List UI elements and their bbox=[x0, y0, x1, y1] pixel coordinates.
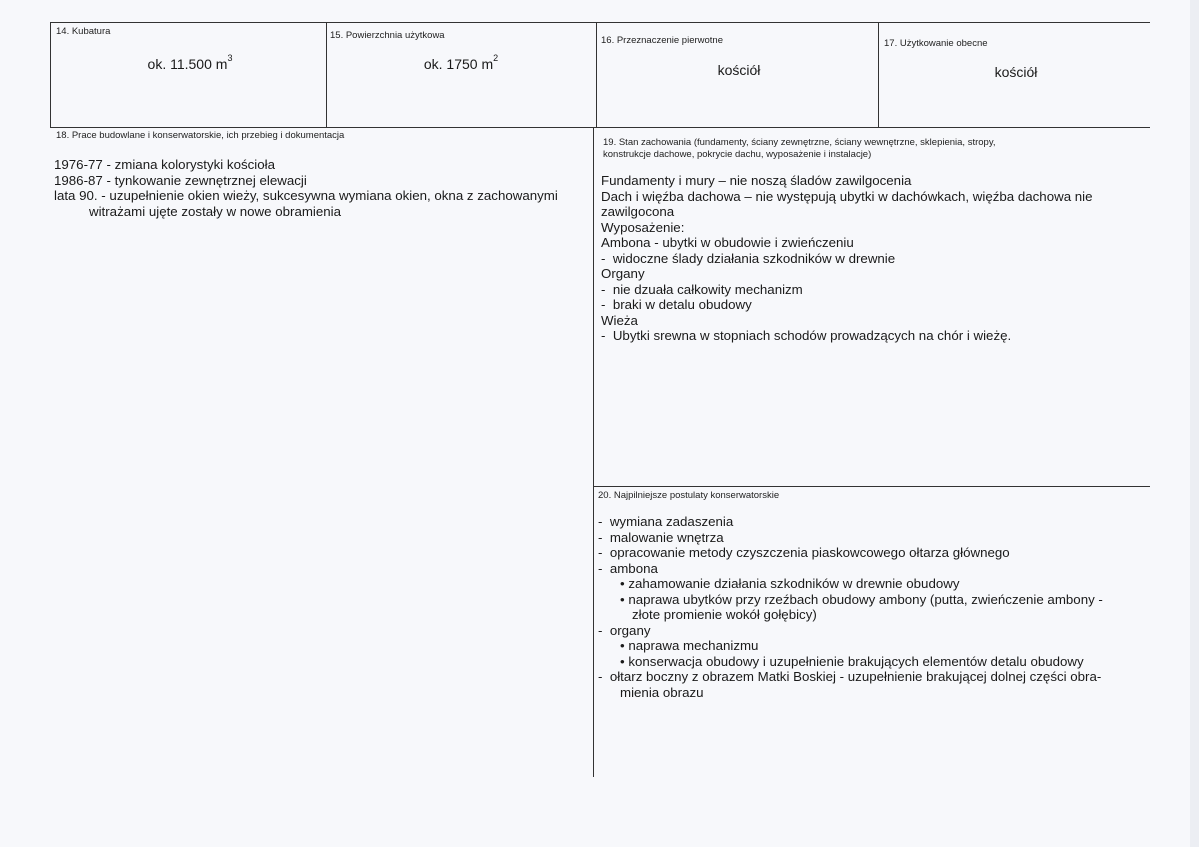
f20-label: 20. Najpilniejsze postulaty konserwatorskie bbox=[598, 490, 780, 501]
f19-text bbox=[601, 173, 1093, 344]
f19-dash-text: - nie dzuała całkowity mechanizm bbox=[601, 282, 803, 297]
f18-line: 1976-77 - zmiana kolorystyki kościoła bbox=[54, 157, 275, 172]
f19-line: Wieża bbox=[601, 312, 638, 328]
f19-dash-text: - widoczne ślady działania szkodników w drewnie bbox=[601, 251, 895, 266]
f20-dash-text: - malowanie wnętrza bbox=[598, 530, 724, 545]
f14-value bbox=[60, 53, 320, 72]
f19-line: Wyposażenie: bbox=[601, 219, 685, 235]
f19-line: Fundamenty i mury – nie noszą śladów zawilgocenia bbox=[601, 173, 912, 188]
divider-18-19 bbox=[593, 127, 594, 777]
scan-edge bbox=[1190, 0, 1199, 847]
f18-label: 18. Prace budowlane i konserwatorskie, ich przebieg i dokumentacja bbox=[56, 130, 345, 141]
f20-dash-text: - ambona bbox=[598, 561, 658, 576]
f19-line: Ambona - ubytki w obudowie i zwieńczeniu bbox=[601, 235, 854, 250]
f20-dash-line bbox=[598, 561, 1103, 577]
left-border bbox=[50, 22, 51, 127]
row1-bottom-rule bbox=[50, 127, 1150, 128]
f20-bullet-continuation: złote promienie wokół gołębicy) bbox=[632, 607, 817, 622]
f14-value-sup: 3 bbox=[227, 53, 233, 63]
f20-text bbox=[598, 514, 1103, 700]
divider-16-17 bbox=[878, 22, 879, 127]
f20-dash-line bbox=[598, 545, 1103, 561]
f19-f20-divider bbox=[594, 486, 1150, 487]
f19-line: zawilgocona bbox=[601, 204, 675, 219]
f14-label: 14. Kubatura bbox=[56, 26, 111, 37]
f18-text bbox=[54, 157, 558, 219]
f15-label: 15. Powierzchnia użytkowa bbox=[330, 30, 445, 41]
divider-15-16 bbox=[596, 22, 597, 127]
f16-value: kościół bbox=[717, 62, 761, 78]
f20-dash-text: - organy bbox=[598, 623, 651, 638]
f19-dash-line bbox=[601, 251, 1093, 267]
f14-value-text: ok. 11.500 m bbox=[147, 56, 228, 72]
f20-dash-text: - ołtarz boczny z obrazem Matki Boskiej - uzupełnienie brakującej dolnej części obra- bbox=[598, 669, 1101, 684]
f19-dash-text: - Ubytki srewna w stopniach schodów prowadzących na chór i wieżę. bbox=[601, 328, 1011, 343]
f20-dash-line bbox=[598, 669, 1103, 685]
f19-line: Organy bbox=[601, 266, 645, 281]
f19-label-line2: konstrukcje dachowe, pokrycie dachu, wyposażenie i instalacje) bbox=[603, 149, 872, 160]
f20-bullet-line: • naprawa mechanizmu bbox=[598, 638, 1103, 654]
f20-bullet-line: • naprawa ubytków przy rzeźbach obudowy ambony (putta, zwieńczenie ambony - bbox=[598, 592, 1103, 608]
f19-dash-text: - braki w detalu obudowy bbox=[601, 297, 752, 312]
f19-label-line1: 19. Stan zachowania (fundamenty, ściany zewnętrzne, ściany wewnętrzne, sklepienia, stropy, bbox=[603, 137, 996, 148]
f19-dash-line bbox=[601, 328, 1093, 344]
f20-dash-text: - opracowanie metody czyszczenia piaskowcowego ołtarza głównego bbox=[598, 545, 1010, 560]
f19-dash-line bbox=[601, 297, 1093, 313]
f19-line: Dach i więźba dachowa – nie występują ubytki w dachówkach, więźba dachowa nie bbox=[601, 188, 1093, 204]
f19-dash-line bbox=[601, 282, 1093, 298]
f15-value bbox=[330, 53, 592, 72]
f18-line: lata 90. - uzupełnienie okien wieży, sukcesywna wymiana okien, okna z zachowanymi bbox=[54, 188, 558, 203]
f17-value: kościół bbox=[994, 64, 1038, 80]
f20-dash-line bbox=[598, 514, 1103, 530]
f18-line: 1986-87 - tynkowanie zewnętrznej elewacji bbox=[54, 172, 307, 188]
f20-line-continuation: mienia obrazu bbox=[620, 684, 704, 700]
divider-14-15 bbox=[326, 22, 327, 127]
f16-label: 16. Przeznaczenie pierwotne bbox=[601, 35, 723, 46]
f15-value-sup: 2 bbox=[493, 53, 499, 63]
f17-label: 17. Użytkowanie obecne bbox=[884, 38, 988, 49]
f18-line: witrażami ujęte zostały w nowe obramienia bbox=[89, 203, 342, 219]
f15-value-text: ok. 1750 m bbox=[423, 56, 494, 72]
f20-dash-line bbox=[598, 530, 1103, 546]
f20-dash-line bbox=[598, 623, 1103, 639]
f20-bullet-line: • zahamowanie działania szkodników w drewnie obudowy bbox=[598, 576, 1103, 592]
f20-dash-text: - wymiana zadaszenia bbox=[598, 514, 733, 529]
top-rule bbox=[50, 22, 1150, 23]
f20-bullet-line: • konserwacja obudowy i uzupełnienie brakujących elementów detalu obudowy bbox=[598, 654, 1103, 670]
